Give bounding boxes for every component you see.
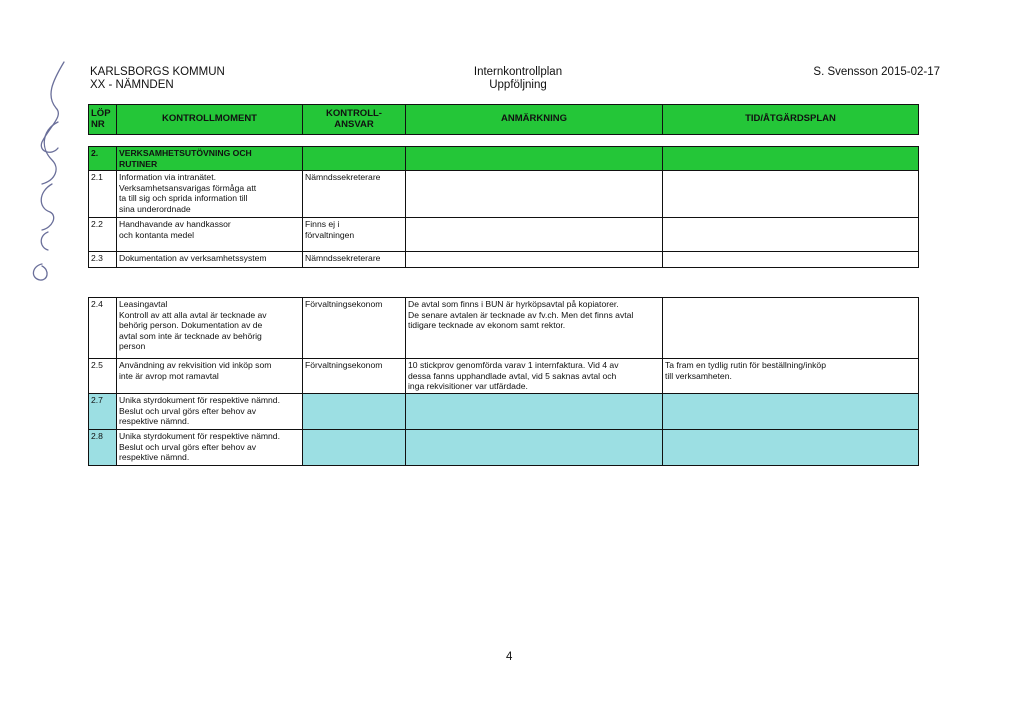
table-row [89,171,919,218]
col-header-ansvar-line2: ANSVAR [334,118,374,130]
doc-title-line2: Uppföljning [489,79,547,91]
table-row [89,430,919,466]
cell-moment-line: respektive nämnd. [119,416,190,426]
committee-name: XX - NÄMNDEN [90,79,174,91]
cell-ansvar-line: Förvaltningsekonom [305,360,383,370]
cell-ansvar-line: Nämndssekreterare [305,172,381,182]
page-number: 4 [506,651,513,663]
control-plan-table [88,104,919,466]
cell-ansvar [303,298,406,359]
org-header [90,66,225,92]
section-cell-anm [406,147,663,171]
section-cell-tid [663,147,919,171]
table-row [89,298,919,359]
col-header-nr [89,105,117,135]
cell-anm-line: 10 stickprov genomförda varav 1 internfaktura. Vid 4 av [408,360,619,370]
cell-moment-line: ta till sig och sprida information till [119,193,248,203]
cell-moment-line: Dokumentation av verksamhetssystem [119,253,267,263]
cell-anm-line: De avtal som finns i BUN är hyrköpsavtal på kopiatorer. [408,299,619,309]
doc-title-line1: Internkontrollplan [473,66,563,78]
cell-tid [663,218,919,252]
table-row [89,394,919,430]
cell-ansvar-line: Förvaltningsekonom [305,299,383,309]
cell-moment-line: person [119,341,146,351]
spacer-cell [89,268,919,298]
cell-moment [117,359,303,394]
cell-tid [663,394,919,430]
cell-moment [117,298,303,359]
cell-nr: 2.8 [89,430,117,466]
cell-moment-line: inte är avrop mot ramavtal [119,370,219,381]
cell-tid [663,430,919,466]
col-header-ansvar [303,105,406,135]
cell-anm-line: De senare avtalen är tecknade av fv.ch. Men det finns avtal [408,309,634,320]
cell-moment-line: Verksamhetsansvarigas förmåga att [119,182,257,193]
cell-moment [117,394,303,430]
handwritten-signature-icon [12,52,72,287]
col-header-nr-line1: LÖP [91,108,111,119]
cell-nr: 2.2 [89,218,117,252]
cell-moment-line: Unika styrdokument för respektive nämnd. [119,395,280,405]
cell-ansvar [303,252,406,268]
cell-moment-line: respektive nämnd. [119,452,190,462]
cell-moment-line: Kontroll av att alla avtal är tecknade av [119,309,267,320]
cell-tid-line: till verksamheten. [665,370,732,381]
cell-moment-line: Beslut och urval görs efter behov av [119,441,257,452]
cell-ansvar-line: Nämndssekreterare [305,253,381,263]
spacer-row [89,135,919,147]
section-cell-ansvar [303,147,406,171]
cell-anm-line: inga rekvisitioner var utfärdade. [408,381,528,391]
cell-moment-line: Unika styrdokument för respektive nämnd. [119,431,280,441]
org-name: KARLSBORGS KOMMUN [90,66,225,78]
cell-anm [406,430,663,466]
cell-ansvar [303,171,406,218]
cell-tid [663,171,919,218]
cell-moment-line: Beslut och urval görs efter behov av [119,405,257,416]
section-nr: 2. [89,147,117,171]
table-row [89,218,919,252]
section-title-line2: RUTINER [119,158,158,169]
section-title [117,147,303,171]
col-header-anm: ANMÄRKNING [406,105,663,135]
col-header-moment: KONTROLLMOMENT [117,105,303,135]
cell-nr: 2.3 [89,252,117,268]
cell-anm [406,359,663,394]
cell-tid-line: Ta fram en tydlig rutin för beställning/inköp [665,360,826,370]
cell-moment [117,218,303,252]
cell-nr: 2.4 [89,298,117,359]
cell-moment-line: Leasingavtal [119,299,168,309]
cell-anm-line: dessa fanns upphandlade avtal, vid 5 saknas avtal och [408,370,617,381]
col-header-nr-line2: NR [91,118,105,130]
cell-anm [406,171,663,218]
cell-moment [117,171,303,218]
cell-moment-line: avtal som inte är tecknade av behörig [119,330,262,341]
cell-moment-line: Användning av rekvisition vid inköp som [119,360,272,370]
cell-nr: 2.1 [89,171,117,218]
cell-moment-line: Handhavande av handkassor [119,219,231,229]
cell-moment [117,430,303,466]
cell-ansvar [303,394,406,430]
cell-moment-line: behörig person. Dokumentation av de [119,320,263,330]
cell-anm [406,394,663,430]
cell-ansvar [303,359,406,394]
cell-tid [663,359,919,394]
cell-ansvar [303,218,406,252]
cell-anm [406,252,663,268]
table-header-row [89,105,919,135]
cell-nr: 2.5 [89,359,117,394]
cell-moment [117,252,303,268]
spacer-cell [89,135,919,147]
table-row [89,359,919,394]
cell-anm-line: tidigare tecknade av ekonom samt rektor. [408,320,566,330]
cell-nr: 2.7 [89,394,117,430]
cell-moment-line: Information via intranätet. [119,172,216,182]
col-header-tid: TID/ÅTGÄRDSPLAN [663,105,919,135]
spacer-row [89,268,919,298]
doc-title [468,66,568,92]
cell-tid [663,252,919,268]
table-row [89,252,919,268]
cell-anm [406,298,663,359]
author-date: S. Svensson 2015-02-17 [813,66,940,78]
cell-moment-line: och kontanta medel [119,229,195,240]
cell-moment-line: sina underordnade [119,203,191,214]
col-header-ansvar-line1: KONTROLL- [326,108,382,119]
cell-ansvar-line: Finns ej i [305,219,340,229]
cell-ansvar-line: förvaltningen [305,229,355,240]
section-title-line1: VERKSAMHETSUTÖVNING OCH [119,148,252,158]
cell-tid [663,298,919,359]
cell-ansvar [303,430,406,466]
cell-anm [406,218,663,252]
section-row [89,147,919,171]
